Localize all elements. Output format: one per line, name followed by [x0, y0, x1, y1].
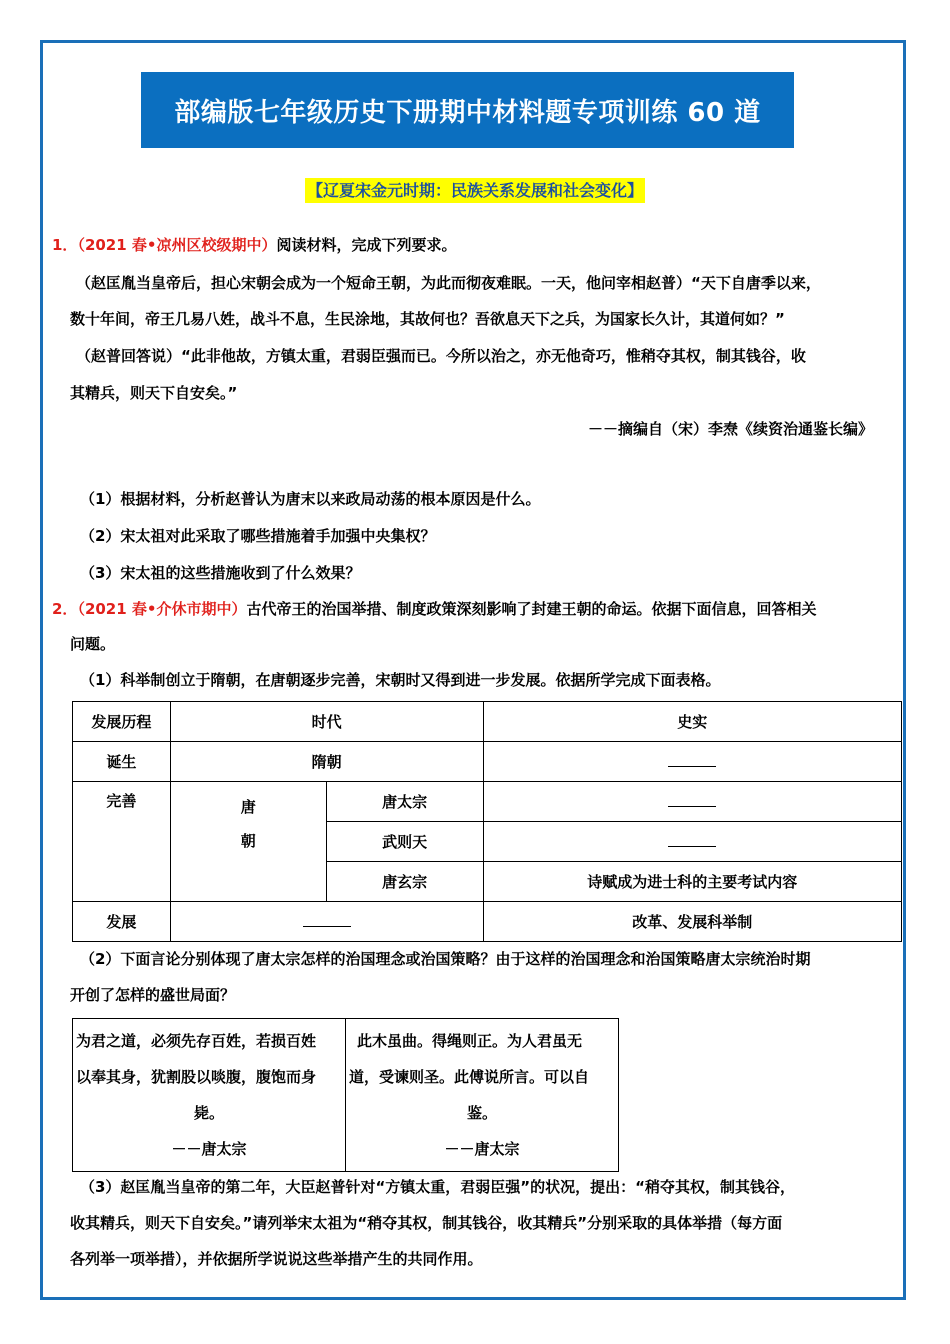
q2-intro-cont: 问题。 — [70, 635, 116, 653]
q2-subquestion-3: （3）赵匡胤当皇帝的第二年，大臣赵普针对“方镇太重，君弱臣强”的状况，提出：“稍夺其权，制其钱谷， — [80, 1178, 796, 1196]
q2-source: （2021 春•介休市期中） — [77, 600, 247, 618]
q2-subquestion-1: （1）科举制创立于隋朝，在唐朝逐步完善，宋朝时又得到进一步发展。依据所学完成下面表格。 — [80, 671, 721, 689]
table-header-era: 时代 — [170, 702, 483, 742]
table-header-fact: 史实 — [483, 702, 902, 742]
table-cell-emperor-1: 唐太宗 — [326, 782, 483, 822]
table-row — [73, 702, 902, 742]
q2-subquestion-3-cont-1: 收其精兵，则天下自安矣。”请列举宋太祖为“稍夺其权，制其钱谷，收其精兵”分别采取的具体举措（每方面 — [70, 1214, 783, 1232]
q1-intro: 阅读材料，完成下列要求。 — [276, 236, 457, 254]
table-row — [73, 782, 902, 822]
page-title — [141, 72, 794, 148]
section-heading — [0, 178, 950, 201]
q2-subquestion-2-cont: 开创了怎样的盛世局面？ — [70, 986, 236, 1004]
page-title-text: 部编版七年级历史下册期中材料题专项训练 60 道 — [174, 97, 761, 128]
table-cell-fact-3: 诗赋成为进士科的主要考试内容 — [483, 862, 902, 902]
answer-blank[interactable] — [668, 832, 716, 847]
quote-right-cite: －－唐太宗 — [444, 1140, 520, 1158]
quote-left-line-3: 毙。 — [193, 1104, 224, 1122]
q1-material-line-3: （赵普回答说）“此非他故，方镇太重，君弱臣强而已。今所以治之，亦无他奇巧，惟稍夺其权，制其钱谷，收 — [76, 347, 806, 365]
q1-number: 1． — [52, 236, 78, 254]
answer-blank[interactable] — [668, 752, 716, 767]
q1-material-line-4: 其精兵，则天下自安矣。” — [70, 384, 238, 402]
quote-table — [72, 1018, 619, 1172]
tang-char-1: 唐 — [240, 798, 256, 816]
table-cell-emperor-2: 武则天 — [326, 822, 483, 862]
quote-right-line-3: 鉴。 — [466, 1104, 497, 1122]
table-cell-dev-fact: 改革、发展科举制 — [483, 902, 902, 942]
q1-material-line-2: 数十年间，帝王几易八姓，战斗不息，生民涂地，其故何也？吾欲息天下之兵，为国家长久计，其道何如？” — [70, 310, 785, 328]
keju-table — [72, 701, 902, 942]
q2-header — [52, 599, 817, 619]
table-cell-birth-era: 隋朝 — [170, 742, 483, 782]
quote-left-line-2: 以奉其身，犹割股以啖腹，腹饱而身 — [76, 1068, 317, 1086]
table-answer-blank[interactable] — [483, 822, 902, 862]
quote-right — [346, 1019, 619, 1172]
table-answer-blank[interactable] — [483, 742, 902, 782]
quote-left-line-1: 为君之道，必须先存百姓，若损百姓 — [76, 1032, 317, 1050]
q1-subquestion-2: （2）宋太祖对此采取了哪些措施着手加强中央集权？ — [80, 527, 436, 545]
q1-subquestion-3: （3）宋太祖的这些措施收到了什么效果？ — [80, 564, 361, 582]
table-row — [73, 902, 902, 942]
table-cell-perfect: 完善 — [73, 782, 171, 902]
q2-subquestion-2: （2）下面言论分别体现了唐太宗怎样的治国理念或治国策略？由于这样的治国理念和治国策略唐太宗统治时期 — [80, 950, 811, 968]
table-cell-birth: 诞生 — [73, 742, 171, 782]
quote-left — [73, 1019, 346, 1172]
section-heading-text: 【辽夏宋金元时期：民族关系发展和社会变化】 — [305, 178, 645, 203]
table-cell-emperor-3: 唐玄宗 — [326, 862, 483, 902]
table-row — [73, 1019, 619, 1172]
q1-material-line-1: （赵匡胤当皇帝后，担心宋朝会成为一个短命王朝，为此而彻夜难眠。一天，他问宰相赵普）“天下自唐季以来， — [76, 274, 821, 292]
q2-intro: 古代帝王的治国举措、制度政策深刻影响了封建王朝的命运。依据下面信息，回答相关 — [246, 600, 817, 618]
q2-subquestion-3-cont-2: 各列举一项举措），并依据所学说说这些举措产生的共同作用。 — [70, 1250, 483, 1268]
table-cell-dev: 发展 — [73, 902, 171, 942]
q1-citation: －－摘编自（宋）李焘《续资治通鉴长编》 — [588, 420, 874, 438]
answer-blank[interactable] — [303, 912, 351, 927]
q1-header — [52, 235, 457, 255]
q2-number: 2． — [52, 600, 78, 618]
quote-left-cite: －－唐太宗 — [171, 1140, 247, 1158]
table-cell-tang — [170, 782, 326, 902]
q1-source: （2021 春•凉州区校级期中） — [77, 236, 277, 254]
quote-right-line-1: 此木虽曲。得绳则正。为人君虽无 — [357, 1032, 583, 1050]
quote-right-line-2: 道，受谏则圣。此傅说所言。可以自 — [349, 1068, 590, 1086]
tang-char-2: 朝 — [240, 832, 256, 850]
table-answer-blank[interactable] — [483, 782, 902, 822]
table-header-stage: 发展历程 — [73, 702, 171, 742]
q1-subquestion-1: （1）根据材料，分析赵普认为唐末以来政局动荡的根本原因是什么。 — [80, 490, 541, 508]
table-answer-blank[interactable] — [170, 902, 483, 942]
table-row — [73, 742, 902, 782]
answer-blank[interactable] — [668, 792, 716, 807]
